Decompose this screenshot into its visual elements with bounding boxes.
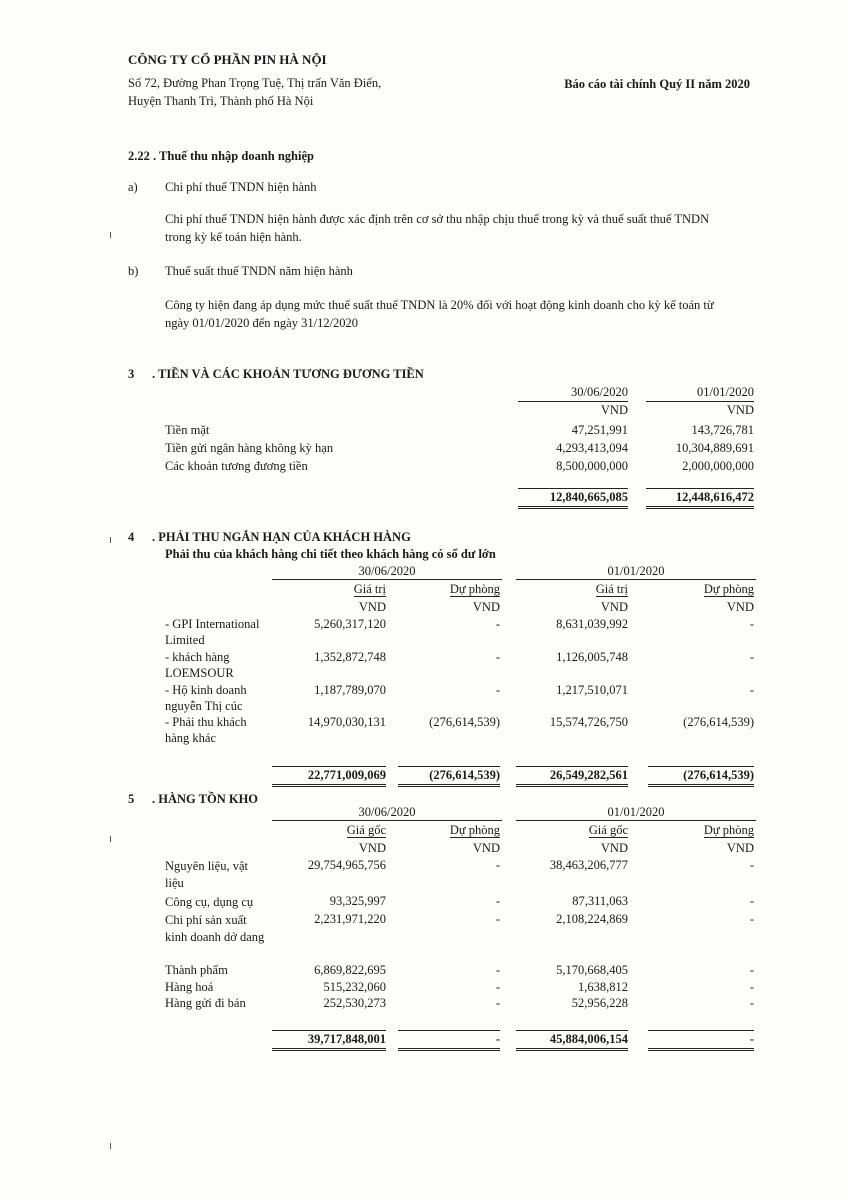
s3-row-value-1: 47,251,991: [571, 423, 628, 437]
s4-period1-date: 30/06/2020: [358, 564, 416, 578]
section-3-number: 3: [128, 367, 135, 381]
s3-col2-date: 01/01/2020: [697, 385, 754, 399]
s3-row-value-2: 10,304,889,691: [675, 441, 754, 455]
s4-row-label-line2: nguyễn Thị cúc: [165, 699, 243, 713]
s4-row-label-line1: - khách hàng: [165, 650, 230, 664]
s5-row-prov-1: -: [495, 894, 500, 908]
section-5-number: 5: [128, 792, 135, 806]
s4-row-prov-1: (276,614,539): [429, 715, 500, 729]
s3-col2-rule: [646, 401, 754, 402]
margin-speck: [110, 1143, 111, 1149]
s4-row-label-line1: - Phải thu khách: [165, 715, 247, 729]
s3-total-2: 12,448,616,472: [646, 488, 754, 509]
s5-row-label: Nguyên liệu, vật liệu: [165, 859, 248, 890]
s4-header-prov-1: [400, 582, 500, 597]
s4-header-prov-2: [650, 582, 754, 597]
s5-row-cost-1: 29,754,965,756: [307, 858, 386, 872]
s3-col1-rule: [518, 401, 628, 402]
s3-row-label: Các khoản tương đương tiền: [165, 459, 308, 473]
company-name: CÔNG TY CỔ PHẦN PIN HÀ NỘI: [128, 52, 327, 67]
s4-total-prov-1: (276,614,539): [398, 766, 500, 787]
s5-row-prov-1: -: [495, 858, 500, 872]
s5-row-prov-2: -: [749, 894, 754, 908]
s3-row-value-2: 2,000,000,000: [682, 459, 754, 473]
s5-header-prov-2: [650, 823, 754, 838]
margin-speck: [110, 232, 111, 238]
s5-row-cost-1: 6,869,822,695: [314, 963, 386, 977]
s4-row-prov-2: -: [749, 650, 754, 664]
s4-row-value-1: 14,970,030,131: [307, 715, 386, 729]
s4-row-prov-1: -: [495, 650, 500, 664]
s3-row-value-2: 143,726,781: [691, 423, 754, 437]
section-4-title: . PHẢI THU NGẮN HẠN CỦA KHÁCH HÀNG: [152, 530, 411, 544]
report-title: Báo cáo tài chính Quý II năm 2020: [564, 77, 750, 91]
section-5-title: . HÀNG TỒN KHO: [152, 792, 259, 806]
s4-row-prov-1: -: [495, 617, 500, 631]
s5-period2-date: 01/01/2020: [607, 805, 665, 819]
s5-total-prov-2: -: [648, 1030, 754, 1051]
section-4-subtitle: Phải thu của khách hàng chi tiết theo khách hàng có số dư lớn: [165, 547, 496, 561]
s4-unit-2: VND: [472, 600, 500, 614]
s5-row-label: Hàng hoá: [165, 980, 214, 994]
s4-row-label-line1: - GPI International: [165, 617, 260, 631]
s5-header-prov-2-text: Dự phòng: [703, 823, 754, 837]
margin-speck: [110, 537, 111, 543]
s5-row-label: Công cụ, dụng cụ: [165, 895, 254, 909]
section-2-22-title: 2.22 . Thuế thu nhập doanh nghiệp: [128, 149, 314, 163]
s5-row-cost-2: 2,108,224,869: [556, 912, 628, 926]
s4-row-prov-1: -: [495, 683, 500, 697]
s4-row-value-1: 5,260,317,120: [314, 617, 386, 631]
s3-row-value-1: 4,293,413,094: [556, 441, 628, 455]
s4-row-label-line2: LOEMSOUR: [165, 666, 234, 680]
s4-period1-rule: [272, 579, 502, 580]
s5-row-cost-2: 5,170,668,405: [556, 963, 628, 977]
item-a-marker: a): [128, 180, 138, 194]
s4-period2-date: 01/01/2020: [607, 564, 665, 578]
s5-row-prov-2: -: [749, 912, 754, 926]
s4-row-value-2: 1,126,005,748: [556, 650, 628, 664]
section-3-title: . TIỀN VÀ CÁC KHOẢN TƯƠNG ĐƯƠNG TIỀN: [152, 367, 424, 381]
s3-col1-date: 30/06/2020: [571, 385, 628, 399]
s4-header-prov-1-text: Dự phòng: [449, 582, 500, 596]
s5-unit-2: VND: [472, 841, 500, 855]
s5-header-cost-2: [540, 823, 628, 838]
s5-row-cost-2: 87,311,063: [572, 894, 628, 908]
s5-row-prov-1: -: [495, 996, 500, 1010]
s5-row-cost-2: 38,463,206,777: [549, 858, 628, 872]
s5-row-cost-2: 52,956,228: [571, 996, 628, 1010]
s5-total-prov-1: -: [398, 1030, 500, 1051]
s5-unit-1: VND: [358, 841, 386, 855]
s4-total-value-2: 26,549,282,561: [516, 766, 628, 787]
s5-total-cost-1: 39,717,848,001: [272, 1030, 386, 1051]
margin-speck: [110, 836, 111, 842]
s5-period1-rule: [272, 820, 502, 821]
s3-row-label: Tiền mặt: [165, 423, 210, 437]
s4-row-prov-2: -: [749, 683, 754, 697]
s4-row-value-2: 8,631,039,992: [556, 617, 628, 631]
s4-total-prov-2: (276,614,539): [648, 766, 754, 787]
s5-header-prov-1-text: Dự phòng: [449, 823, 500, 837]
s4-row-label-line1: - Hộ kinh doanh: [165, 683, 247, 697]
s5-row-cost-1: 2,231,971,220: [314, 912, 386, 926]
s4-row-value-1: 1,352,872,748: [314, 650, 386, 664]
item-b-marker: b): [128, 264, 139, 278]
s4-row-label-line2: hàng khác: [165, 731, 217, 745]
s5-header-cost-1-text: Giá gốc: [346, 823, 386, 837]
s5-row-prov-1: -: [495, 912, 500, 926]
s3-col2-unit: VND: [726, 403, 754, 417]
s5-row-label: Thành phẩm: [165, 963, 228, 977]
s4-row-value-2: 15,574,726,750: [549, 715, 628, 729]
s4-row-value-1: 1,187,789,070: [314, 683, 386, 697]
s4-row-prov-2: -: [749, 617, 754, 631]
s5-period1-date: 30/06/2020: [358, 805, 416, 819]
s5-period2-rule: [516, 820, 756, 821]
s4-unit-1: VND: [358, 600, 386, 614]
s4-header-value-1: [300, 582, 386, 597]
s4-unit-3: VND: [600, 600, 628, 614]
s4-row-prov-2: (276,614,539): [683, 715, 754, 729]
s3-col1-unit: VND: [600, 403, 628, 417]
s5-row-cost-2: 1,638,812: [578, 980, 628, 994]
s4-unit-4: VND: [726, 600, 754, 614]
company-address-line1: Số 72, Đường Phan Trọng Tuệ, Thị trấn Văn Điển,: [128, 76, 382, 90]
s4-row-value-2: 1,217,510,071: [556, 683, 628, 697]
s4-total-value-1: 22,771,009,069: [272, 766, 386, 787]
s3-row-label: Tiền gửi ngân hàng không kỳ hạn: [165, 441, 334, 455]
s5-row-prov-2: -: [749, 996, 754, 1010]
s4-header-value-1-text: Giá trị: [353, 582, 386, 596]
s4-header-value-2-text: Giá trị: [595, 582, 628, 596]
s5-row-prov-2: -: [749, 980, 754, 994]
item-a-text-line2: trong kỳ kế toán hiện hành.: [165, 230, 302, 244]
s5-row-cost-1: 252,530,273: [323, 996, 386, 1010]
s5-row-prov-1: -: [495, 980, 500, 994]
s5-row-cost-1: 93,325,997: [329, 894, 386, 908]
s5-row-label: Chi phí sản xuất kinh doanh dở dang: [165, 913, 265, 944]
s5-unit-4: VND: [726, 841, 754, 855]
s5-unit-3: VND: [600, 841, 628, 855]
item-a-title: Chi phí thuế TNDN hiện hành: [165, 180, 317, 194]
section-4-number: 4: [128, 530, 135, 544]
s5-row-prov-2: -: [749, 858, 754, 872]
s5-header-cost-1: [300, 823, 386, 838]
s4-row-label-line2: Limited: [165, 633, 205, 647]
s4-header-value-2: [540, 582, 628, 597]
s5-row-cost-1: 515,232,060: [323, 980, 386, 994]
s5-total-cost-2: 45,884,006,154: [516, 1030, 628, 1051]
s3-total-1: 12,840,665,085: [518, 488, 628, 509]
item-a-text-line1: Chi phí thuế TNDN hiện hành được xác định trên cơ sở thu nhập chịu thuế trong kỳ và thuế suất thuế TNDN: [165, 212, 710, 226]
item-b-text-line1: Công ty hiện đang áp dụng mức thuế suất thuế TNDN là 20% đối với hoạt động kinh doanh cho kỳ kế toán từ: [165, 298, 714, 312]
s5-row-prov-2: -: [749, 963, 754, 977]
s5-row-prov-1: -: [495, 963, 500, 977]
item-b-text-line2: ngày 01/01/2020 đến ngày 31/12/2020: [165, 316, 359, 330]
item-b-title: Thuế suất thuế TNDN năm hiện hành: [165, 264, 353, 278]
s5-header-prov-1: [400, 823, 500, 838]
s4-period2-rule: [516, 579, 756, 580]
s5-header-cost-2-text: Giá gốc: [588, 823, 628, 837]
s3-row-value-1: 8,500,000,000: [556, 459, 628, 473]
company-address-line2: Huyện Thanh Trì, Thành phố Hà Nội: [128, 94, 314, 108]
s5-row-label: Hàng gửi đi bán: [165, 996, 246, 1010]
s4-header-prov-2-text: Dự phòng: [703, 582, 754, 596]
